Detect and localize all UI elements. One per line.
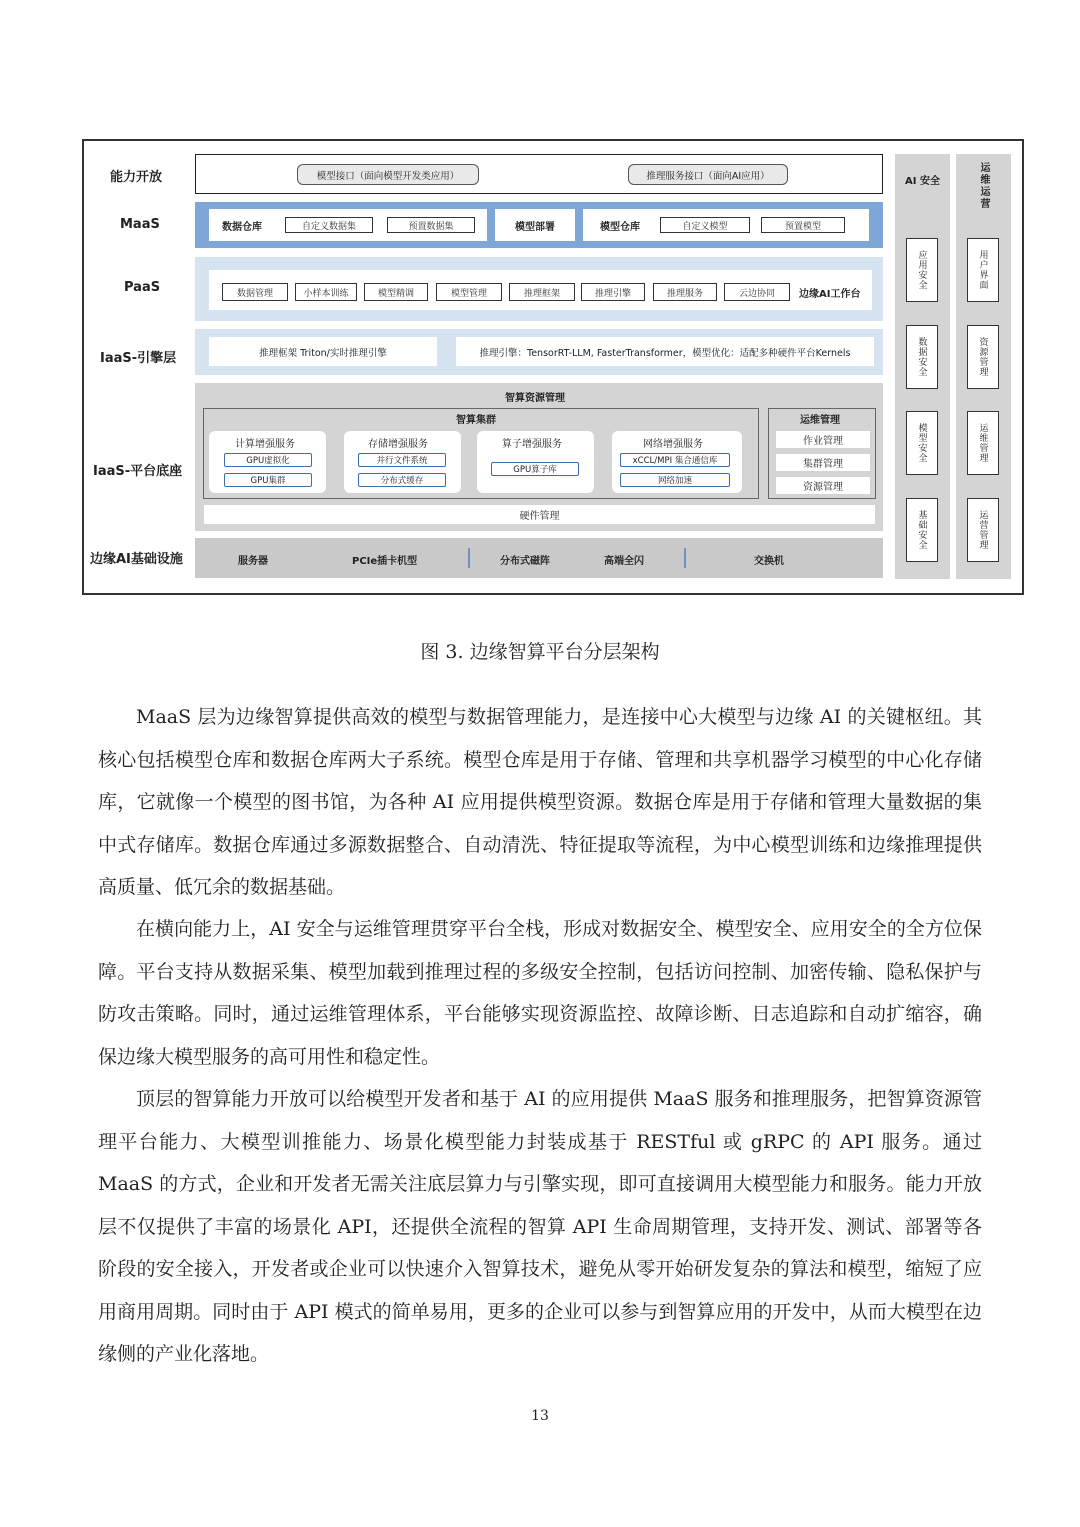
ai-security-item: 应用安全 [906, 238, 938, 302]
ops-column-title: 运维运营 [978, 162, 989, 210]
custom-model-box: 自定义模型 [660, 217, 750, 233]
row-label-maas: MaaS [120, 217, 160, 232]
paas-item: 小样本训练 [295, 283, 357, 301]
service-title: 存储增强服务 [368, 439, 428, 450]
service-title: 计算增强服务 [235, 439, 295, 450]
ops-column-item: 运维管理 [967, 411, 999, 475]
ops-item: 集群管理 [776, 454, 870, 471]
service-item: 分布式缓存 [358, 473, 446, 487]
ai-security-item: 模型安全 [906, 411, 938, 475]
row-label-iaas-base: IaaS-平台底座 [93, 464, 183, 479]
figure-caption: 图 3. 边缘智算平台分层架构 [420, 641, 660, 663]
paas-item: 模型精调 [364, 283, 428, 301]
custom-dataset-box: 自定义数据集 [285, 217, 373, 233]
ops-item: 作业管理 [776, 431, 870, 448]
infer-api-pill: 推理服务接口（面向AI应用） [628, 164, 788, 185]
paragraph: 顶层的智算能力开放可以给模型开发者和基于 AI 的应用提供 MaaS 服务和推理服务，把智算资源管理平台能力、大模型训推能力、场景化模型能力封装成基于 RESTful 或 gRPC 的 API 服务。通过 MaaS 的方式，企业和开发者无需关注底层算力与引擎实现，即可直接调用大模型能力和服务。能力开放层不仅提供了丰富的场景化 API，还提供全流程的智算 API 生命周期管理，支持开发、测试、部署等各阶段的安全接入，开发者或企业可以快速介入智算技术，避免从零开始研发复杂的算法和模型，缩短了应用商用周期。同时由于 API 模式的简单易用，更多的企业可以参与到智算应用的开发中，从而大模型在边缘侧的产业化落地。 [98, 1088, 982, 1365]
inference-framework-box: 推理框架 Triton/实时推理引擎 [209, 337, 437, 366]
infra-item: 交换机 [754, 556, 784, 567]
row-label-paas: PaaS [124, 280, 161, 295]
inference-engine-box: 推理引擎：TensorRT-LLM, FasterTransformer，模型优化：适配多种硬件平台Kernels [456, 337, 874, 366]
model-warehouse-label: 模型仓库 [600, 222, 640, 233]
ops-column-item: 用户界面 [967, 238, 999, 302]
hardware-mgmt-box: 硬件管理 [204, 505, 875, 524]
ops-item: 资源管理 [776, 477, 870, 494]
service-item: GPU虚拟化 [224, 453, 312, 467]
infra-separator [684, 548, 686, 568]
row-label-edge-infra: 边缘AI基础设施 [90, 552, 183, 567]
infra-item: 高端全闪 [604, 556, 644, 567]
service-item: xCCL/MPI 集合通信库 [620, 453, 730, 467]
infra-separator [468, 548, 470, 568]
paas-item: 推理引擎 [581, 283, 645, 301]
model-deploy-label: 模型部署 [515, 221, 555, 233]
data-warehouse-label: 数据仓库 [222, 222, 262, 233]
ai-security-item: 数据安全 [906, 325, 938, 389]
edge-ai-workbench-label: 边缘AI工作台 [799, 289, 861, 300]
infra-item: PCIe插卡机型 [352, 556, 418, 567]
service-item: GPU算子库 [491, 462, 579, 476]
infra-item: 分布式磁阵 [500, 556, 550, 567]
model-deploy-box [495, 209, 575, 241]
paragraph: MaaS 层为边缘智算提供高效的模型与数据管理能力，是连接中心大模型与边缘 AI 的关键枢纽。其核心包括模型仓库和数据仓库两大子系统。模型仓库是用于存储、管理和共享机器学习模型的中心化存储库，它就像一个模型的图书馆，为各种 AI 应用提供模型资源。数据仓库是用于存储和管理大量数据的集中式存储库。数据仓库通过多源数据整合、自动清洗、特征提取等流程，为中心模型训练和边缘推理提供高质量、低冗余的数据基础。 [98, 706, 982, 898]
compute-resource-mgmt-title: 智算资源管理 [505, 393, 565, 404]
ops-column-item: 资源管理 [967, 325, 999, 389]
service-item: GPU集群 [224, 473, 312, 487]
page-number: 13 [531, 1408, 549, 1424]
paas-item: 推理服务 [653, 283, 717, 301]
ops-mgmt-title: 运维管理 [800, 415, 840, 426]
paragraph: 在横向能力上，AI 安全与运维管理贯穿平台全栈，形成对数据安全、模型安全、应用安全的全方位保障。平台支持从数据采集、模型加载到推理过程的多级安全控制，包括访问控制、加密传输、隐私保护与防攻击策略。同时，通过运维管理体系，平台能够实现资源监控、故障诊断、日志追踪和自动扩缩容，确保边缘大模型服务的高可用性和稳定性。 [98, 918, 982, 1068]
ai-security-item: 基础安全 [906, 498, 938, 562]
preset-dataset-box: 预置数据集 [387, 217, 475, 233]
paas-item: 推理框架 [509, 283, 575, 301]
service-title: 算子增强服务 [502, 439, 562, 450]
infra-item: 服务器 [238, 556, 268, 567]
row-label-iaas-engine: IaaS-引擎层 [100, 351, 177, 366]
service-item: 网络加速 [620, 473, 730, 487]
ops-column-item: 运营管理 [967, 498, 999, 562]
service-item: 并行文件系统 [358, 453, 446, 467]
ai-security-title: AI 安全 [905, 176, 940, 187]
cluster-title: 智算集群 [456, 415, 496, 426]
paas-item: 数据管理 [222, 283, 288, 301]
paas-item: 模型管理 [436, 283, 502, 301]
row-label-open: 能力开放 [110, 170, 163, 185]
preset-model-box: 预置模型 [761, 217, 845, 233]
paas-item: 云边协同 [724, 283, 790, 301]
service-title: 网络增强服务 [643, 439, 703, 450]
model-api-pill: 模型接口（面向模型开发类应用） [297, 164, 479, 185]
